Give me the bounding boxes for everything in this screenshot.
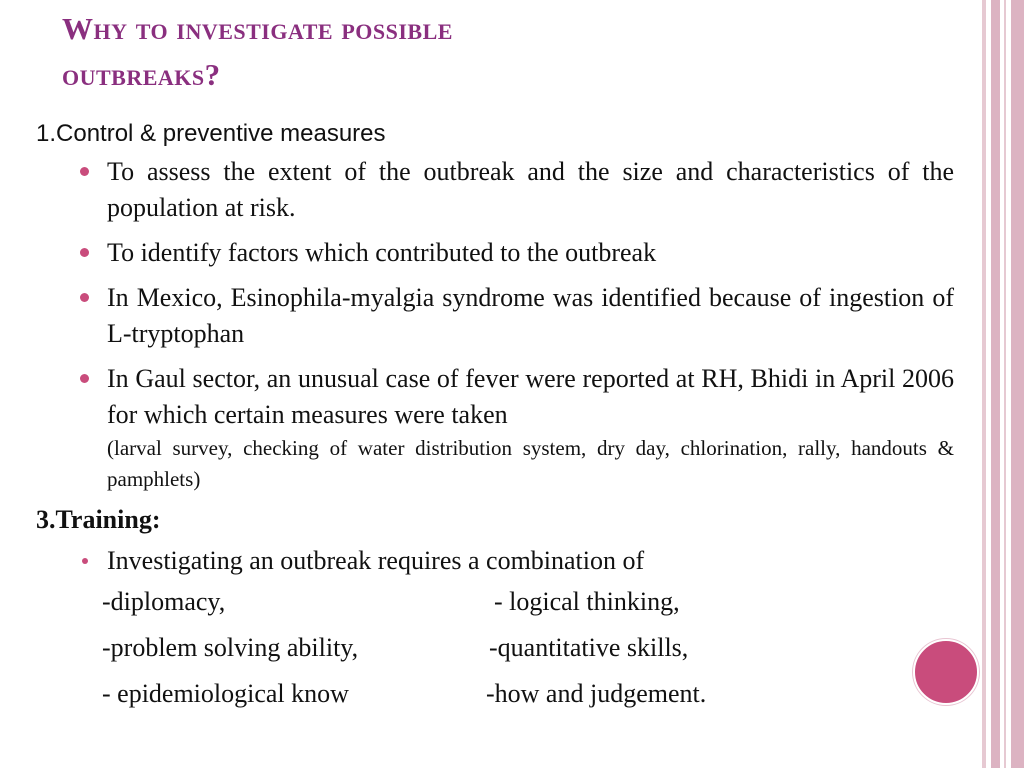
list-item [36, 154, 954, 226]
bullet-dot-icon [80, 167, 89, 176]
side-bar [991, 0, 1000, 768]
skill-row [36, 579, 954, 625]
list-item [36, 543, 954, 579]
bullet-text: In Mexico, Esinophila-myalgia syndrome was identified because of ingestion of L-tryptophan [107, 283, 954, 348]
list-item [36, 280, 954, 352]
skill-left: -diplomacy, [102, 587, 226, 616]
bullet-dot-icon [82, 558, 88, 564]
list-item [36, 361, 954, 495]
side-bar [1011, 0, 1024, 768]
decorative-side-bars [982, 0, 1024, 768]
skill-left: -problem solving ability, [102, 633, 359, 662]
section-1-bullet-list [36, 154, 954, 495]
bullet-text: Investigating an outbreak requires a combination of [107, 546, 645, 575]
bullet-text: To assess the extent of the outbreak and the size and characteristics of the population at risk. [107, 157, 954, 222]
bullet-subtext: (larval survey, checking of water distribution system, dry day, chlorination, rally, handouts & pamphlets) [107, 436, 954, 491]
bullet-text: In Gaul sector, an unusual case of fever were reported at RH, Bhidi in April 2006 for which certain measures were taken [107, 364, 954, 429]
skill-right: - logical thinking, [494, 587, 680, 616]
slide-title [62, 6, 862, 98]
skills-grid [36, 579, 954, 717]
side-bar [1004, 0, 1006, 768]
bullet-dot-icon [80, 374, 89, 383]
bullet-text: To identify factors which contributed to the outbreak [107, 238, 657, 267]
section-1-heading: 1.Control & preventive measures [36, 120, 386, 147]
skill-right: -quantitative skills, [489, 633, 689, 662]
skill-right: -how and judgement. [486, 679, 707, 708]
side-bar [982, 0, 986, 768]
skill-row [36, 625, 954, 671]
title-line-1: Why to investigate possible [62, 11, 453, 46]
training-bullet-list [36, 543, 954, 579]
skill-row [36, 671, 954, 717]
bullet-dot-icon [80, 248, 89, 257]
slide-body [36, 114, 954, 717]
list-item [36, 235, 954, 271]
bullet-dot-icon [80, 293, 89, 302]
section-3-heading: 3.Training: [36, 505, 161, 534]
skill-left: - epidemiological know [102, 679, 349, 708]
title-line-2: outbreaks? [62, 57, 221, 92]
